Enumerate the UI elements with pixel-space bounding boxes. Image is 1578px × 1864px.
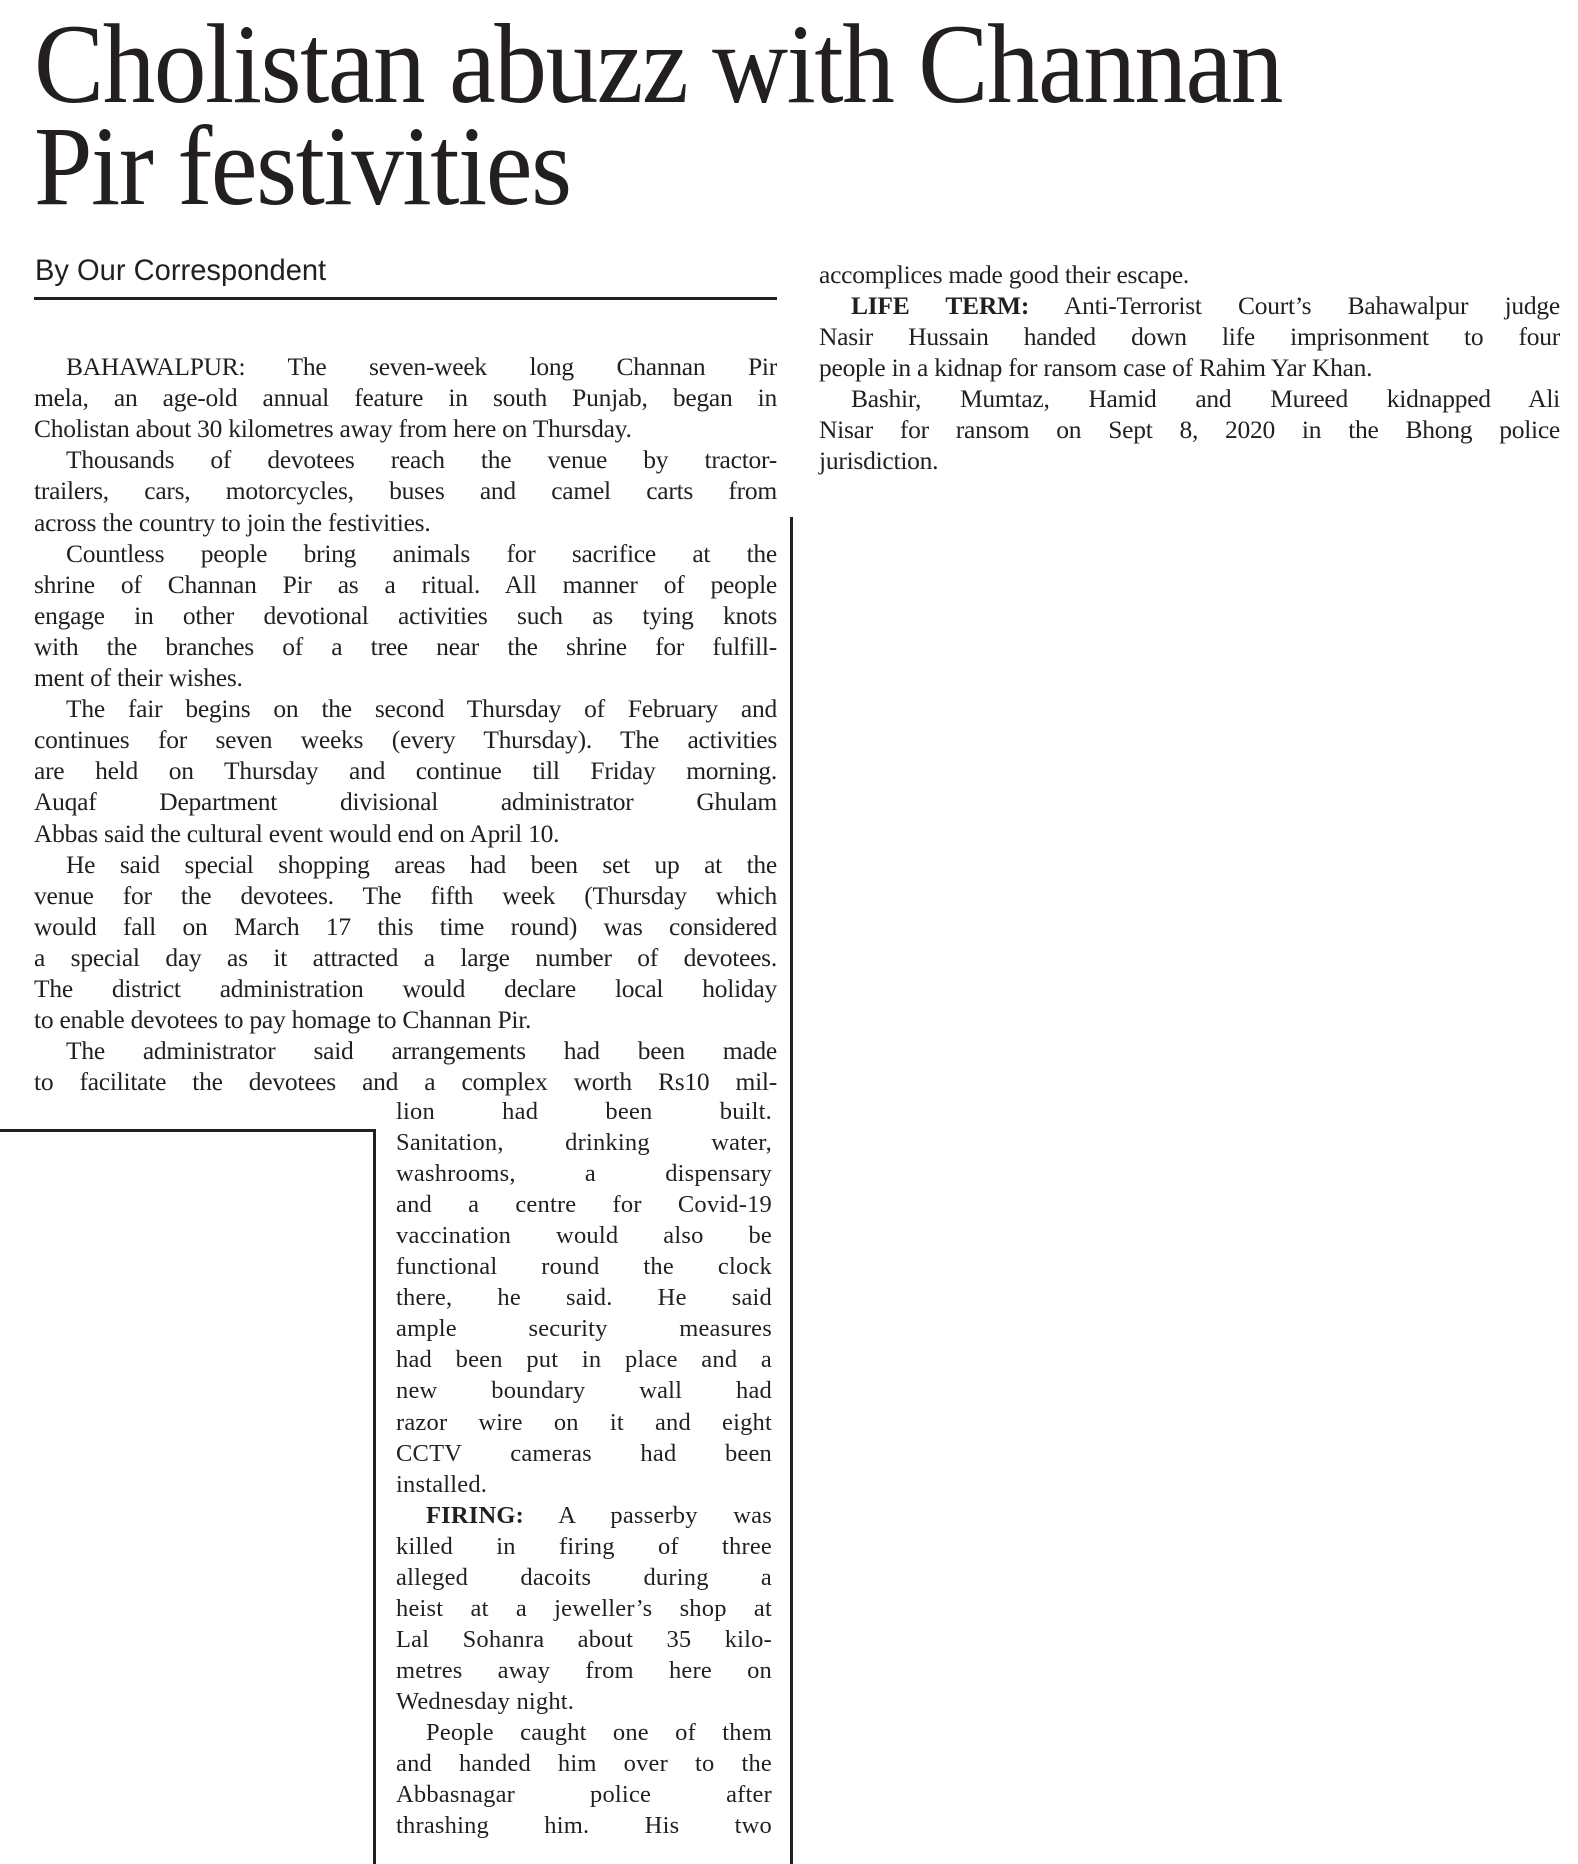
text-line xyxy=(819,445,1560,476)
line-text: killed in firing of three xyxy=(396,1532,772,1560)
text-line xyxy=(34,662,777,693)
line-text: metres away from here on xyxy=(396,1656,772,1684)
line-text: BAHAWALPUR: The seven-week long Channan Pir xyxy=(66,352,777,381)
line-text: jurisdiction. xyxy=(819,446,939,475)
headline xyxy=(34,2,1283,229)
line-text: Anti-Terrorist Court’s Bahawalpur judge xyxy=(1029,291,1560,320)
text-line xyxy=(34,1066,777,1097)
line-text: washrooms, a dispensary xyxy=(396,1160,772,1188)
text-line xyxy=(396,1282,772,1313)
column-divider xyxy=(790,517,793,1864)
text-line xyxy=(396,1096,772,1127)
text-line xyxy=(396,1189,772,1220)
text-line xyxy=(66,538,777,569)
line-text: continues for seven weeks (every Thursday). The activities xyxy=(34,725,777,755)
line-text: CCTV cameras had been xyxy=(396,1439,772,1467)
line-text: a special day as it attracted a large number of devotees. xyxy=(34,942,777,972)
text-line xyxy=(396,1593,772,1624)
text-line xyxy=(396,1313,772,1344)
text-line xyxy=(34,755,777,786)
text-line xyxy=(396,1655,772,1686)
text-line xyxy=(66,1035,777,1066)
text-line xyxy=(34,942,777,973)
line-text: to facilitate the devotees and a complex worth Rs10 mil- xyxy=(34,1067,777,1097)
line-text: and a centre for Covid-19 xyxy=(396,1191,772,1219)
line-text: thrashing him. His two xyxy=(396,1812,772,1840)
text-line xyxy=(34,1004,777,1035)
text-line xyxy=(34,724,777,755)
line-text: He said special shopping areas had been set up at the xyxy=(66,849,777,879)
text-line xyxy=(396,1127,772,1158)
text-line xyxy=(34,818,777,849)
text-line xyxy=(34,382,777,413)
text-line xyxy=(34,973,777,1004)
line-text: Nisar for ransom on Sept 8, 2020 in the Bhong police xyxy=(819,415,1560,444)
text-line xyxy=(396,1344,772,1375)
line-text: to enable devotees to pay homage to Channan Pir. xyxy=(34,1005,532,1035)
headline-line-1: Cholistan abuzz with Channan xyxy=(34,2,1283,127)
line-text: heist at a jeweller’s shop at xyxy=(396,1594,772,1622)
line-text: with the branches of a tree near the shrine for fulfill- xyxy=(34,631,777,661)
line-text: The fair begins on the second Thursday of February and xyxy=(66,694,777,724)
line-text: engage in other devotional activities such as tying knots xyxy=(34,600,777,630)
text-line xyxy=(34,569,777,600)
line-text: Abbas said the cultural event would end on April 10. xyxy=(34,818,560,848)
line-text: Wednesday night. xyxy=(396,1687,575,1715)
line-text: shrine of Channan Pir as a ritual. All manner of people xyxy=(34,569,777,599)
box-frame-top xyxy=(0,1129,376,1132)
text-line xyxy=(34,413,777,444)
text-line xyxy=(34,631,777,662)
text-line xyxy=(396,1686,772,1717)
text-line xyxy=(66,849,777,880)
line-text: are held on Thursday and continue till Friday morning. xyxy=(34,756,777,786)
line-text: mela, an age-old annual feature in south Punjab, began in xyxy=(34,383,777,413)
text-line xyxy=(396,1438,772,1469)
text-line xyxy=(851,383,1560,414)
text-line xyxy=(819,321,1560,352)
line-text: Lal Sohanra about 35 kilo- xyxy=(396,1625,772,1653)
text-line xyxy=(66,444,777,475)
line-text: installed. xyxy=(396,1470,488,1498)
text-line xyxy=(396,1531,772,1562)
line-text: Cholistan about 30 kilometres away from here on Thursday. xyxy=(34,414,632,444)
line-text: ample security measures xyxy=(396,1315,772,1343)
line-text: A passerby was xyxy=(524,1501,772,1529)
text-line xyxy=(396,1407,772,1438)
line-text: had been put in place and a xyxy=(396,1346,772,1374)
text-line xyxy=(396,1158,772,1189)
line-text: across the country to join the festivities. xyxy=(34,507,431,537)
text-line xyxy=(819,259,1560,290)
section-lead: LIFE TERM: xyxy=(851,291,1030,320)
text-line xyxy=(34,600,777,631)
text-line xyxy=(34,507,777,538)
line-text: and handed him over to the xyxy=(396,1750,772,1778)
text-line xyxy=(396,1810,772,1841)
text-line xyxy=(426,1717,772,1748)
line-text: would fall on March 17 this time round) was considered xyxy=(34,911,777,941)
line-text: The district administration would declare local holiday xyxy=(34,974,777,1003)
text-line xyxy=(34,475,777,506)
line-text: razor wire on it and eight xyxy=(396,1408,772,1436)
line-text: accomplices made good their escape. xyxy=(819,260,1190,289)
text-line xyxy=(851,290,1560,321)
text-line xyxy=(819,414,1560,445)
line-text: Auqaf Department divisional administrator Ghulam xyxy=(34,787,777,817)
text-line xyxy=(819,352,1560,383)
text-line xyxy=(34,911,777,942)
line-text: Thousands of devotees reach the venue by tractor- xyxy=(66,445,777,475)
line-text: Abbasnagar police after xyxy=(396,1781,772,1809)
line-text: alleged dacoits during a xyxy=(396,1563,772,1591)
text-line xyxy=(34,880,777,911)
line-text: Bashir, Mumtaz, Hamid and Mureed kidnapped Ali xyxy=(851,384,1560,413)
line-text: vaccination would also be xyxy=(396,1222,772,1250)
text-line xyxy=(396,1220,772,1251)
line-text: venue for the devotees. The fifth week (Thursday which xyxy=(34,880,777,910)
text-line xyxy=(396,1624,772,1655)
line-text: The administrator said arrangements had been made xyxy=(66,1036,777,1066)
line-text: there, he said. He said xyxy=(396,1284,772,1312)
line-text: people in a kidnap for ransom case of Rahim Yar Khan. xyxy=(819,353,1373,382)
byline-rule xyxy=(34,297,777,300)
text-line xyxy=(66,351,777,382)
line-text: ment of their wishes. xyxy=(34,663,243,692)
line-text: Nasir Hussain handed down life imprisonment to four xyxy=(819,322,1560,351)
line-text: trailers, cars, motorcycles, buses and camel carts from xyxy=(34,476,777,506)
text-line xyxy=(396,1375,772,1406)
line-text: Sanitation, drinking water, xyxy=(396,1129,772,1157)
text-line xyxy=(396,1562,772,1593)
text-line xyxy=(34,786,777,817)
text-line xyxy=(396,1251,772,1282)
line-text: People caught one of them xyxy=(426,1719,772,1746)
text-line xyxy=(396,1748,772,1779)
line-text: new boundary wall had xyxy=(396,1377,772,1405)
text-line xyxy=(426,1500,772,1531)
headline-line-2: Pir festivities xyxy=(34,104,571,229)
box-frame-side xyxy=(373,1129,376,1864)
line-text: Countless people bring animals for sacrifice at the xyxy=(66,538,777,568)
text-line xyxy=(396,1469,772,1500)
section-lead: FIRING: xyxy=(426,1501,525,1529)
line-text: lion had been built. xyxy=(396,1098,772,1125)
line-text: functional round the clock xyxy=(396,1253,772,1281)
text-line xyxy=(396,1779,772,1810)
text-line xyxy=(66,693,777,724)
byline: By Our Correspondent xyxy=(35,254,327,287)
